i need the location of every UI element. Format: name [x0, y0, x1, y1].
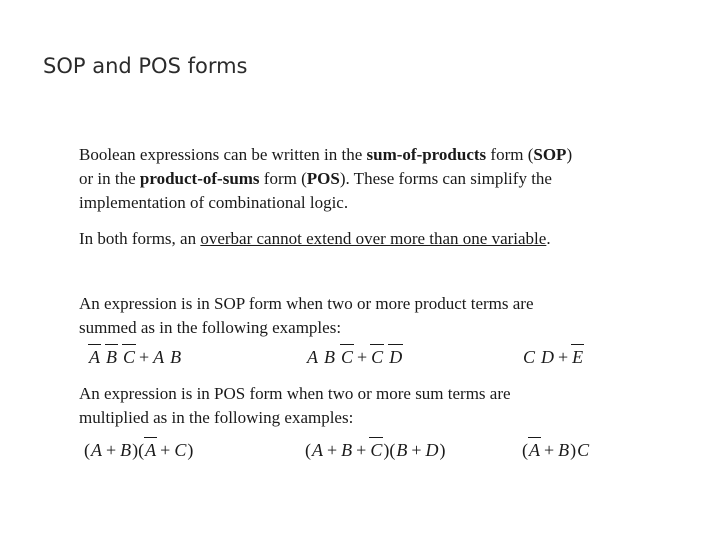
- var-complemented: C: [369, 437, 383, 461]
- paren: ): [187, 440, 194, 460]
- pos-example-1: [84, 437, 193, 461]
- paren: ): [570, 440, 577, 460]
- paren: ): [439, 440, 446, 460]
- sop-example-2: [306, 344, 403, 368]
- var: B: [558, 440, 570, 460]
- intro-text: Boolean expressions can be written in the: [79, 145, 367, 164]
- paren: (: [305, 440, 311, 460]
- var: C: [577, 440, 590, 460]
- var: B: [396, 440, 408, 460]
- pos-abbrev: POS: [306, 169, 340, 188]
- sop-example-3: [522, 344, 584, 368]
- operator: +: [411, 440, 422, 460]
- var: B: [324, 347, 335, 367]
- intro-line-2: [79, 167, 572, 191]
- var-complemented: A: [144, 437, 157, 461]
- rule-text: In both forms, an: [79, 229, 201, 248]
- pos-line-2: multiplied as in the following examples:: [79, 408, 354, 427]
- intro-text: form (: [259, 169, 307, 188]
- operator: +: [139, 347, 150, 367]
- var: D: [425, 440, 439, 460]
- var: C: [523, 347, 536, 367]
- intro-text: ). These forms can simplify the: [339, 169, 552, 188]
- sop-abbrev: SOP: [533, 145, 567, 164]
- var: B: [341, 440, 353, 460]
- sop-line-2: summed as in the following examples:: [79, 318, 342, 337]
- pos-example-3: [522, 437, 590, 461]
- var-complemented: C: [340, 344, 354, 368]
- var-complemented: A: [88, 344, 101, 368]
- pos-term: product-of-sums: [139, 169, 260, 188]
- operator: +: [356, 440, 367, 460]
- var-complemented: D: [388, 344, 403, 368]
- operator: +: [357, 347, 368, 367]
- sop-paragraph: [79, 292, 534, 340]
- var: B: [170, 347, 182, 367]
- operator: +: [106, 440, 117, 460]
- var: A: [307, 347, 318, 367]
- var: A: [91, 440, 102, 460]
- var: A: [153, 347, 165, 367]
- operator: +: [558, 347, 569, 367]
- sop-term: sum-of-products: [366, 145, 487, 164]
- operator: +: [544, 440, 555, 460]
- intro-text: form (: [486, 145, 534, 164]
- paren: (: [522, 440, 528, 460]
- var-complemented: C: [370, 344, 384, 368]
- var-complemented: E: [571, 344, 584, 368]
- var-complemented: C: [122, 344, 136, 368]
- intro-line-3: implementation of combinational logic.: [79, 193, 349, 212]
- var-complemented: B: [105, 344, 118, 368]
- paren: (: [84, 440, 90, 460]
- intro-text: or in the: [79, 169, 140, 188]
- var-complemented: A: [528, 437, 541, 461]
- pos-line-1: An expression is in POS form when two or more sum terms are: [79, 384, 511, 403]
- pos-example-2: [305, 437, 445, 461]
- pos-paragraph: [79, 382, 511, 430]
- paren: )(: [132, 440, 145, 460]
- var: B: [120, 440, 132, 460]
- var: D: [541, 347, 555, 367]
- var: C: [174, 440, 187, 460]
- sop-example-1: [88, 344, 182, 368]
- overbar-rule-line: [79, 227, 551, 251]
- intro-text: ): [566, 145, 573, 164]
- rule-underlined-text: overbar cannot extend over more than one variable: [200, 229, 547, 248]
- overbar-rule: [79, 227, 551, 251]
- sop-line-1: An expression is in SOP form when two or more product terms are: [79, 294, 534, 313]
- intro-paragraph: [79, 143, 572, 215]
- operator: +: [327, 440, 338, 460]
- paren: )(: [383, 440, 396, 460]
- var: A: [312, 440, 323, 460]
- rule-text: .: [546, 229, 551, 248]
- operator: +: [160, 440, 171, 460]
- intro-line-1: [79, 143, 572, 167]
- slide-title: SOP and POS forms: [43, 54, 248, 78]
